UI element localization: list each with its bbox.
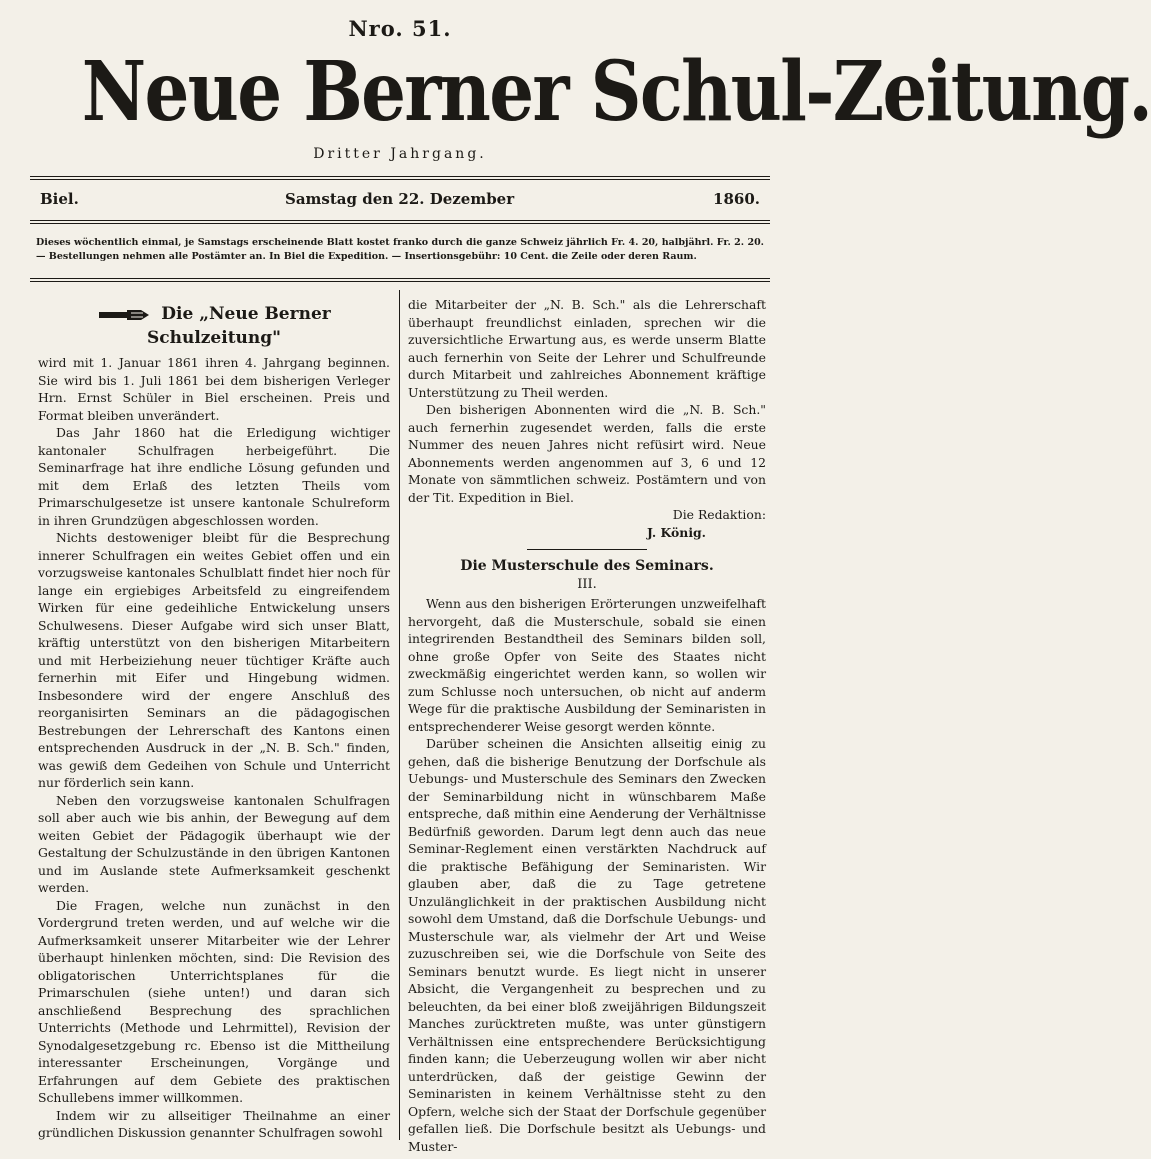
dateline-place: Biel. (40, 190, 79, 208)
paragraph: Nichts destoweniger bleibt für die Besprechung innerer Schulfragen ein weites Gebiet offen und ein vorzugsweise kantonales Schulblatt findet hier noch für lange ein ergiebiges Arbeitsfeld zu eingreifendem Wirken für eine gedeihliche Entwickelung unsers Schulwesens. Dieser Aufgabe wird sich unser Blatt, kräftig unterstützt von den bisherigen Mitarbeitern und mit Herbeiziehung neuer tüchtiger Kräfte auch fernerhin mit Eifer und Hingebung widmen. Insbesondere wird der engere Anschluß des reorganisirten Seminars an die pädagogischen Bestrebungen der Lehrerschaft des Kantons einen entsprechenden Ausdruck in der „N. B. Sch." finden, was gewiß dem Gedeihen von Schule und Unterricht nur förderlich sein kann. (38, 530, 390, 790)
paragraph: Neben den vorzugsweise kantonalen Schulfragen soll aber auch wie bis anhin, der Bewegung auf dem weiten Gebiet der Pädagogik überhaupt wie der Gestaltung der Schulzustände in den übrigen Kantonen und im Auslande stete Aufmerksamkeit geschenkt werden. (38, 792, 390, 895)
paragraph: die Mitarbeiter der „N. B. Sch." als die Lehrerschaft überhaupt freundlichst einladen, sprechen wir die zuversichtliche Erwartung aus, es werde unserm Blatte auch fernerhin von Seite der Lehrer und Schulfreunde durch Mitarbeit und zahlreiches Abonnement kräftige Unterstützung zu Theil werden. (408, 297, 766, 400)
column-divider (399, 290, 400, 1140)
paragraph: Darüber scheinen die Ansichten allseitig einig zu gehen, daß die bisherige Benutzung der Dorfschule als Uebungs- und Musterschule des Seminars den Zwecken der Seminarbildung nicht in wünschbarem Maße entspreche, daß mithin eine Aenderung der Verhältnisse Bedürfniß geworden. Darum legt denn auch das neue Seminar-Reglement einen verstärkten Nachdruck auf die praktische Befähigung der Seminaristen. Wir glauben aber, daß die zu Tage getretene Unzulänglichkeit in der praktischen Ausbildung nicht sowohl dem Umstand, daß die Dorfschule Uebungs- und Musterschule war, als vielmehr der Art und Weise zuzuschreiben sei, wie die Dorfschule von Seite des Seminars benutzt wurde. Es liegt nicht in unserer Absicht, die Vergangenheit zu besprechen und zu beleuchten, da bei einer bloß zweijährigen Bildungszeit Manches zurücktreten mußte, was unter günstigern Verhältnissen eine entsprechendere Berücksichtigung finden kann; die Ueberzeugung wollen wir aber nicht unterdrücken, daß der geistige Gewinn der Seminaristen in keinem Verhältnisse steht zu den Opfern, welche sich der Staat der Dorfschule gegenüber gefallen ließ. Die Dorfschule besitzt als Uebungs- und Muster- (408, 736, 766, 1154)
paragraph: Die Fragen, welche nun zunächst in den Vordergrund treten werden, und auf welche wir die Aufmerksamkeit unserer Mitarbeiter wie der Lehrer überhaupt hinlenken möchten, sind: Die Revision des obligatorischen Unterrichtsplanes für die Primarschulen (siehe unten!) und daran sich anschließend Besprechung des sprachlichen Unterrichts (Methode und Lehrmittel), Revision der Synodalgesetzgebung rc. Ebenso ist die Mittheilung interessanter Erscheinungen, Vorgänge und Erfahrungen auf dem Gebiete des praktischen Schullebens immer willkommen. (38, 897, 390, 1105)
rule-top-double (30, 179, 770, 180)
rule-top (30, 176, 770, 177)
paragraph: Wenn aus den bisherigen Erörterungen unzweifelhaft hervorgeht, daß die Musterschule, sobald sie einen integrirenden Bestandtheil des Seminars bilden soll, ohne große Opfer von Seite des Staates nicht zweckmäßig eingerichtet werden kann, so wollen wir zum Schlusse noch untersuchen, ob nicht auf anderm Wege für die praktische Ausbildung der Seminaristen in entsprechenderer Weise gesorgt werden könnte. (408, 596, 766, 734)
pointing-hand-icon (97, 308, 151, 322)
left-column (38, 296, 390, 1142)
paragraph: Den bisherigen Abonnenten wird die „N. B. Sch." auch fernerhin zugesendet werden, falls die erste Nummer des neuen Jahres nicht refüsirt wird. Neue Abonnements werden angenommen auf 3, 6 und 12 Monate von sämmtlichen schweiz. Postämtern und von der Tit. Expedition in Biel. (408, 402, 766, 505)
paragraph: Indem wir zu allseitiger Theilnahme an einer gründlichen Diskussion genannter Schulfragen sowohl (38, 1107, 390, 1140)
article-number: III. (577, 576, 597, 592)
right-column (408, 296, 766, 1155)
signature-label: Die Redaktion: (672, 507, 766, 522)
rule-under-dateline (30, 220, 770, 221)
announcement-heading (38, 302, 390, 350)
subscription-notice: Dieses wöchentlich einmal, je Samstags erscheinende Blatt kostet franko durch die ganze Schweiz jährlich Fr. 4. 20, halbjährl. Fr. 2. 20. — Bestellungen nehmen alle Postämter an. In Biel die Expedition. — Insertionsgebühr: 10 Cent. die Zeile oder deren Raum. (36, 237, 764, 262)
dateline (40, 190, 760, 214)
volume-subtitle: Dritter Jahrgang. (313, 146, 487, 162)
paragraph: wird mit 1. Januar 1861 ihren 4. Jahrgang beginnen. Sie wird bis 1. Juli 1861 bei dem bisherigen Verleger Hrn. Ernst Schüler in Biel erscheinen. Preis und Format bleiben unverändert. (38, 355, 390, 423)
paragraph: Das Jahr 1860 hat die Erledigung wichtiger kantonaler Schulfragen herbeigeführt. Die Seminarfrage hat ihre endliche Lösung gefunden und mit dem Erlaß des letzten Theils vom Primarschulgesetze ist unsere kantonale Schulreform in ihren Grundzügen abgeschlossen worden. (38, 425, 390, 528)
rule-under-notice (30, 278, 770, 279)
rule-under-dateline-double (30, 223, 770, 224)
rule-under-notice-double (30, 281, 770, 282)
issue-number: Nro. 51. (348, 16, 452, 41)
section-separator (527, 549, 647, 550)
dateline-date: Samstag den 22. Dezember (285, 190, 515, 208)
dateline-year: 1860. (713, 190, 760, 208)
article-heading: Die Musterschule des Seminars. (460, 558, 714, 574)
newspaper-title: Neue Berner Schul-Zeitung. (81, 44, 1151, 140)
signature-name: J. König. (647, 524, 706, 540)
announcement-heading-text: Die „Neue Berner Schulzeitung" (146, 304, 331, 348)
